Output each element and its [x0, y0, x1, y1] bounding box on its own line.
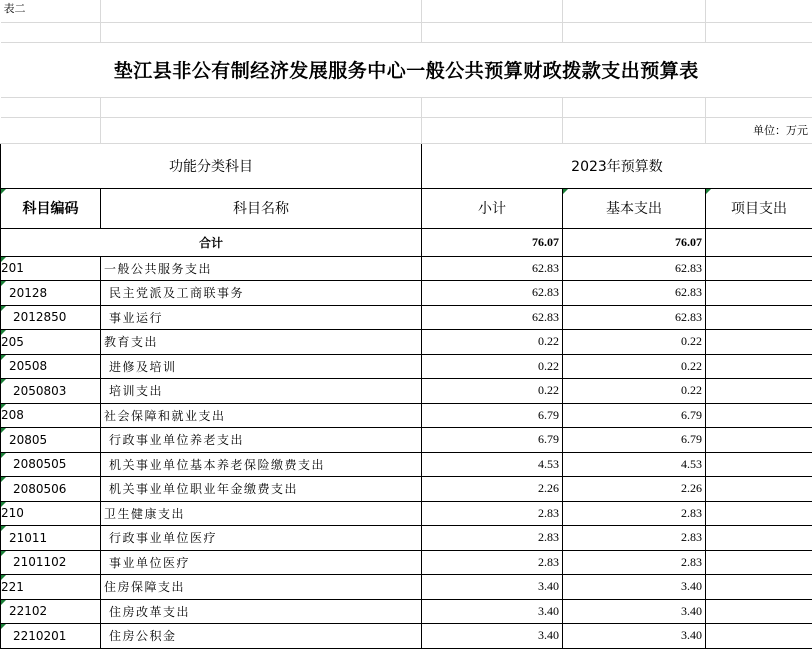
header-row-2	[1, 188, 812, 228]
blank-row	[1, 22, 812, 42]
empty-cell[interactable]	[422, 22, 563, 42]
row-name[interactable]: 住房公积金	[101, 624, 422, 649]
data-rows	[1, 256, 812, 648]
row-code[interactable]: 2080506	[1, 477, 101, 502]
row-subtotal[interactable]: 2.83	[422, 550, 563, 575]
row-basic[interactable]: 62.83	[563, 281, 706, 306]
row-code[interactable]: 201	[1, 256, 101, 281]
row-basic[interactable]: 4.53	[563, 452, 706, 477]
row-name[interactable]: 民主党派及工商联事务	[101, 281, 422, 306]
page-title[interactable]: 垫江县非公有制经济发展服务中心一般公共预算财政拨款支出预算表	[1, 42, 812, 97]
empty-cell[interactable]	[101, 0, 422, 22]
total-row	[1, 228, 812, 256]
row-basic[interactable]: 0.22	[563, 354, 706, 379]
row-basic[interactable]: 3.40	[563, 599, 706, 624]
row-project[interactable]	[706, 403, 812, 428]
row-project[interactable]	[706, 477, 812, 502]
row-code[interactable]: 208	[1, 403, 101, 428]
total-subtotal[interactable]: 76.07	[422, 228, 563, 256]
row-basic[interactable]: 6.79	[563, 403, 706, 428]
table-body	[1, 143, 812, 256]
empty-cell[interactable]	[563, 117, 706, 143]
table-row	[1, 575, 812, 600]
empty-cell[interactable]	[1, 117, 101, 143]
table-row	[1, 477, 812, 502]
row-code[interactable]: 2210201	[1, 624, 101, 649]
table-row	[1, 256, 812, 281]
table-row	[1, 452, 812, 477]
table-row	[1, 501, 812, 526]
empty-cell[interactable]	[422, 0, 563, 22]
row-code[interactable]: 20508	[1, 354, 101, 379]
row-basic[interactable]: 62.83	[563, 305, 706, 330]
empty-cell[interactable]	[101, 22, 422, 42]
empty-cell[interactable]	[563, 0, 706, 22]
empty-cell[interactable]	[101, 117, 422, 143]
row-subtotal[interactable]: 2.83	[422, 526, 563, 551]
header-project[interactable]: 项目支出	[706, 188, 812, 228]
row-name[interactable]: 教育支出	[101, 330, 422, 355]
row-basic[interactable]: 0.22	[563, 330, 706, 355]
header-func-category[interactable]: 功能分类科目	[1, 143, 422, 188]
empty-cell[interactable]	[563, 22, 706, 42]
empty-cell[interactable]	[1, 22, 101, 42]
row-project[interactable]	[706, 575, 812, 600]
row-basic[interactable]: 6.79	[563, 428, 706, 453]
row-code[interactable]: 21011	[1, 526, 101, 551]
table-row	[1, 281, 812, 306]
row-name[interactable]: 住房保障支出	[101, 575, 422, 600]
table-row	[1, 330, 812, 355]
empty-cell[interactable]	[706, 97, 812, 117]
row-project[interactable]	[706, 281, 812, 306]
row-basic[interactable]: 2.83	[563, 550, 706, 575]
row-name[interactable]: 事业运行	[101, 305, 422, 330]
row-subtotal[interactable]: 62.83	[422, 281, 563, 306]
row-subtotal[interactable]: 2.83	[422, 501, 563, 526]
table-row	[1, 624, 812, 649]
note-row	[1, 0, 812, 22]
row-subtotal[interactable]: 6.79	[422, 403, 563, 428]
row-basic[interactable]: 2.26	[563, 477, 706, 502]
row-code[interactable]: 2080505	[1, 452, 101, 477]
row-project[interactable]	[706, 256, 812, 281]
row-subtotal[interactable]: 3.40	[422, 599, 563, 624]
empty-cell[interactable]	[706, 0, 812, 22]
total-project[interactable]	[706, 228, 812, 256]
empty-cell[interactable]	[1, 97, 101, 117]
row-subtotal[interactable]: 62.83	[422, 305, 563, 330]
row-name[interactable]: 行政事业单位医疗	[101, 526, 422, 551]
row-project[interactable]	[706, 428, 812, 453]
row-name[interactable]: 机关事业单位职业年金缴费支出	[101, 477, 422, 502]
empty-cell[interactable]	[706, 22, 812, 42]
row-project[interactable]	[706, 624, 812, 649]
row-code[interactable]: 2050803	[1, 379, 101, 404]
row-project[interactable]	[706, 354, 812, 379]
row-name[interactable]: 卫生健康支出	[101, 501, 422, 526]
row-name[interactable]: 住房改革支出	[101, 599, 422, 624]
row-code[interactable]: 20128	[1, 281, 101, 306]
row-name[interactable]: 进修及培训	[101, 354, 422, 379]
row-subtotal[interactable]: 0.22	[422, 379, 563, 404]
empty-cell[interactable]	[563, 97, 706, 117]
row-project[interactable]	[706, 305, 812, 330]
row-subtotal[interactable]: 6.79	[422, 428, 563, 453]
row-subtotal[interactable]: 4.53	[422, 452, 563, 477]
row-name[interactable]: 培训支出	[101, 379, 422, 404]
sheet-header-area	[1, 0, 812, 143]
table-row	[1, 305, 812, 330]
row-project[interactable]	[706, 526, 812, 551]
row-code[interactable]: 2012850	[1, 305, 101, 330]
row-code[interactable]: 210	[1, 501, 101, 526]
row-basic[interactable]: 3.40	[563, 624, 706, 649]
row-name[interactable]: 社会保障和就业支出	[101, 403, 422, 428]
table-row	[1, 354, 812, 379]
empty-cell[interactable]	[422, 97, 563, 117]
row-code[interactable]: 205	[1, 330, 101, 355]
row-subtotal[interactable]: 0.22	[422, 354, 563, 379]
blank-row	[1, 97, 812, 117]
table-note[interactable]: 表二	[1, 0, 101, 22]
row-basic[interactable]: 3.40	[563, 575, 706, 600]
header-budget-year[interactable]: 2023年预算数	[422, 143, 812, 188]
row-subtotal[interactable]: 62.83	[422, 256, 563, 281]
header-basic[interactable]: 基本支出	[563, 188, 706, 228]
empty-cell[interactable]	[101, 97, 422, 117]
row-name[interactable]: 事业单位医疗	[101, 550, 422, 575]
row-project[interactable]	[706, 379, 812, 404]
row-project[interactable]	[706, 550, 812, 575]
table-row	[1, 550, 812, 575]
table-row	[1, 403, 812, 428]
row-name[interactable]: 机关事业单位基本养老保险缴费支出	[101, 452, 422, 477]
table-row	[1, 599, 812, 624]
table-row	[1, 379, 812, 404]
row-subtotal[interactable]: 2.26	[422, 477, 563, 502]
row-project[interactable]	[706, 501, 812, 526]
row-code[interactable]: 20805	[1, 428, 101, 453]
header-name[interactable]: 科目名称	[101, 188, 422, 228]
row-project[interactable]	[706, 599, 812, 624]
header-subtotal[interactable]: 小计	[422, 188, 563, 228]
empty-cell[interactable]	[422, 117, 563, 143]
row-name[interactable]: 一般公共服务支出	[101, 256, 422, 281]
row-basic[interactable]: 2.83	[563, 501, 706, 526]
title-row	[1, 42, 812, 97]
row-basic[interactable]: 62.83	[563, 256, 706, 281]
row-basic[interactable]: 0.22	[563, 379, 706, 404]
row-basic[interactable]: 2.83	[563, 526, 706, 551]
header-code[interactable]: 科目编码	[1, 188, 101, 228]
row-project[interactable]	[706, 330, 812, 355]
header-row-1	[1, 143, 812, 188]
table-row	[1, 428, 812, 453]
unit-row	[1, 117, 812, 143]
row-name[interactable]: 行政事业单位养老支出	[101, 428, 422, 453]
row-subtotal[interactable]: 3.40	[422, 575, 563, 600]
unit-label[interactable]: 单位：万元	[706, 117, 812, 143]
row-code[interactable]: 221	[1, 575, 101, 600]
row-code[interactable]: 2101102	[1, 550, 101, 575]
row-subtotal[interactable]: 3.40	[422, 624, 563, 649]
row-code[interactable]: 22102	[1, 599, 101, 624]
total-basic[interactable]: 76.07	[563, 228, 706, 256]
table-row	[1, 526, 812, 551]
total-label[interactable]: 合计	[1, 228, 422, 256]
row-subtotal[interactable]: 0.22	[422, 330, 563, 355]
row-project[interactable]	[706, 452, 812, 477]
